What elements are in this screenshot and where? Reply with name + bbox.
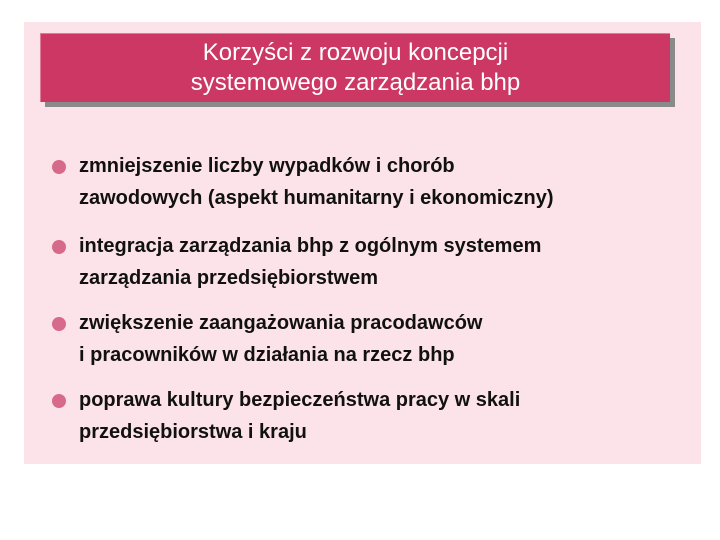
bullet-line-1: zmniejszenie liczby wypadków i chorób: [79, 155, 455, 177]
title-line-1: Korzyści z rozwoju koncepcji: [202, 39, 509, 66]
bullet-text: [79, 384, 520, 448]
title-line-2: systemowego zarządzania bhp: [190, 69, 521, 96]
bullet-line-1: zwiększenie zaangażowania pracodawców: [79, 312, 483, 334]
bullet-text: [79, 307, 482, 371]
bullet-line-1: poprawa kultury bezpieczeństwa pracy w skali: [79, 389, 521, 411]
bullet-line-2: zawodowych (aspekt humanitarny i ekonomiczny): [79, 187, 554, 209]
bullet-dot-icon: [52, 317, 66, 331]
bullet-text: [79, 230, 541, 294]
bullet-line-2: przedsiębiorstwa i kraju: [79, 421, 307, 443]
bullet-text: [79, 150, 554, 214]
bullet-line-2: zarządzania przedsiębiorstwem: [79, 267, 378, 289]
title-banner: [40, 33, 670, 102]
bullet-dot-icon: [52, 240, 66, 254]
bullet-line-2: i pracowników w działania na rzecz bhp: [79, 344, 455, 366]
bullet-line-1: integracja zarządzania bhp z ogólnym systemem: [79, 235, 542, 257]
bullet-dot-icon: [52, 160, 66, 174]
bullet-dot-icon: [52, 394, 66, 408]
